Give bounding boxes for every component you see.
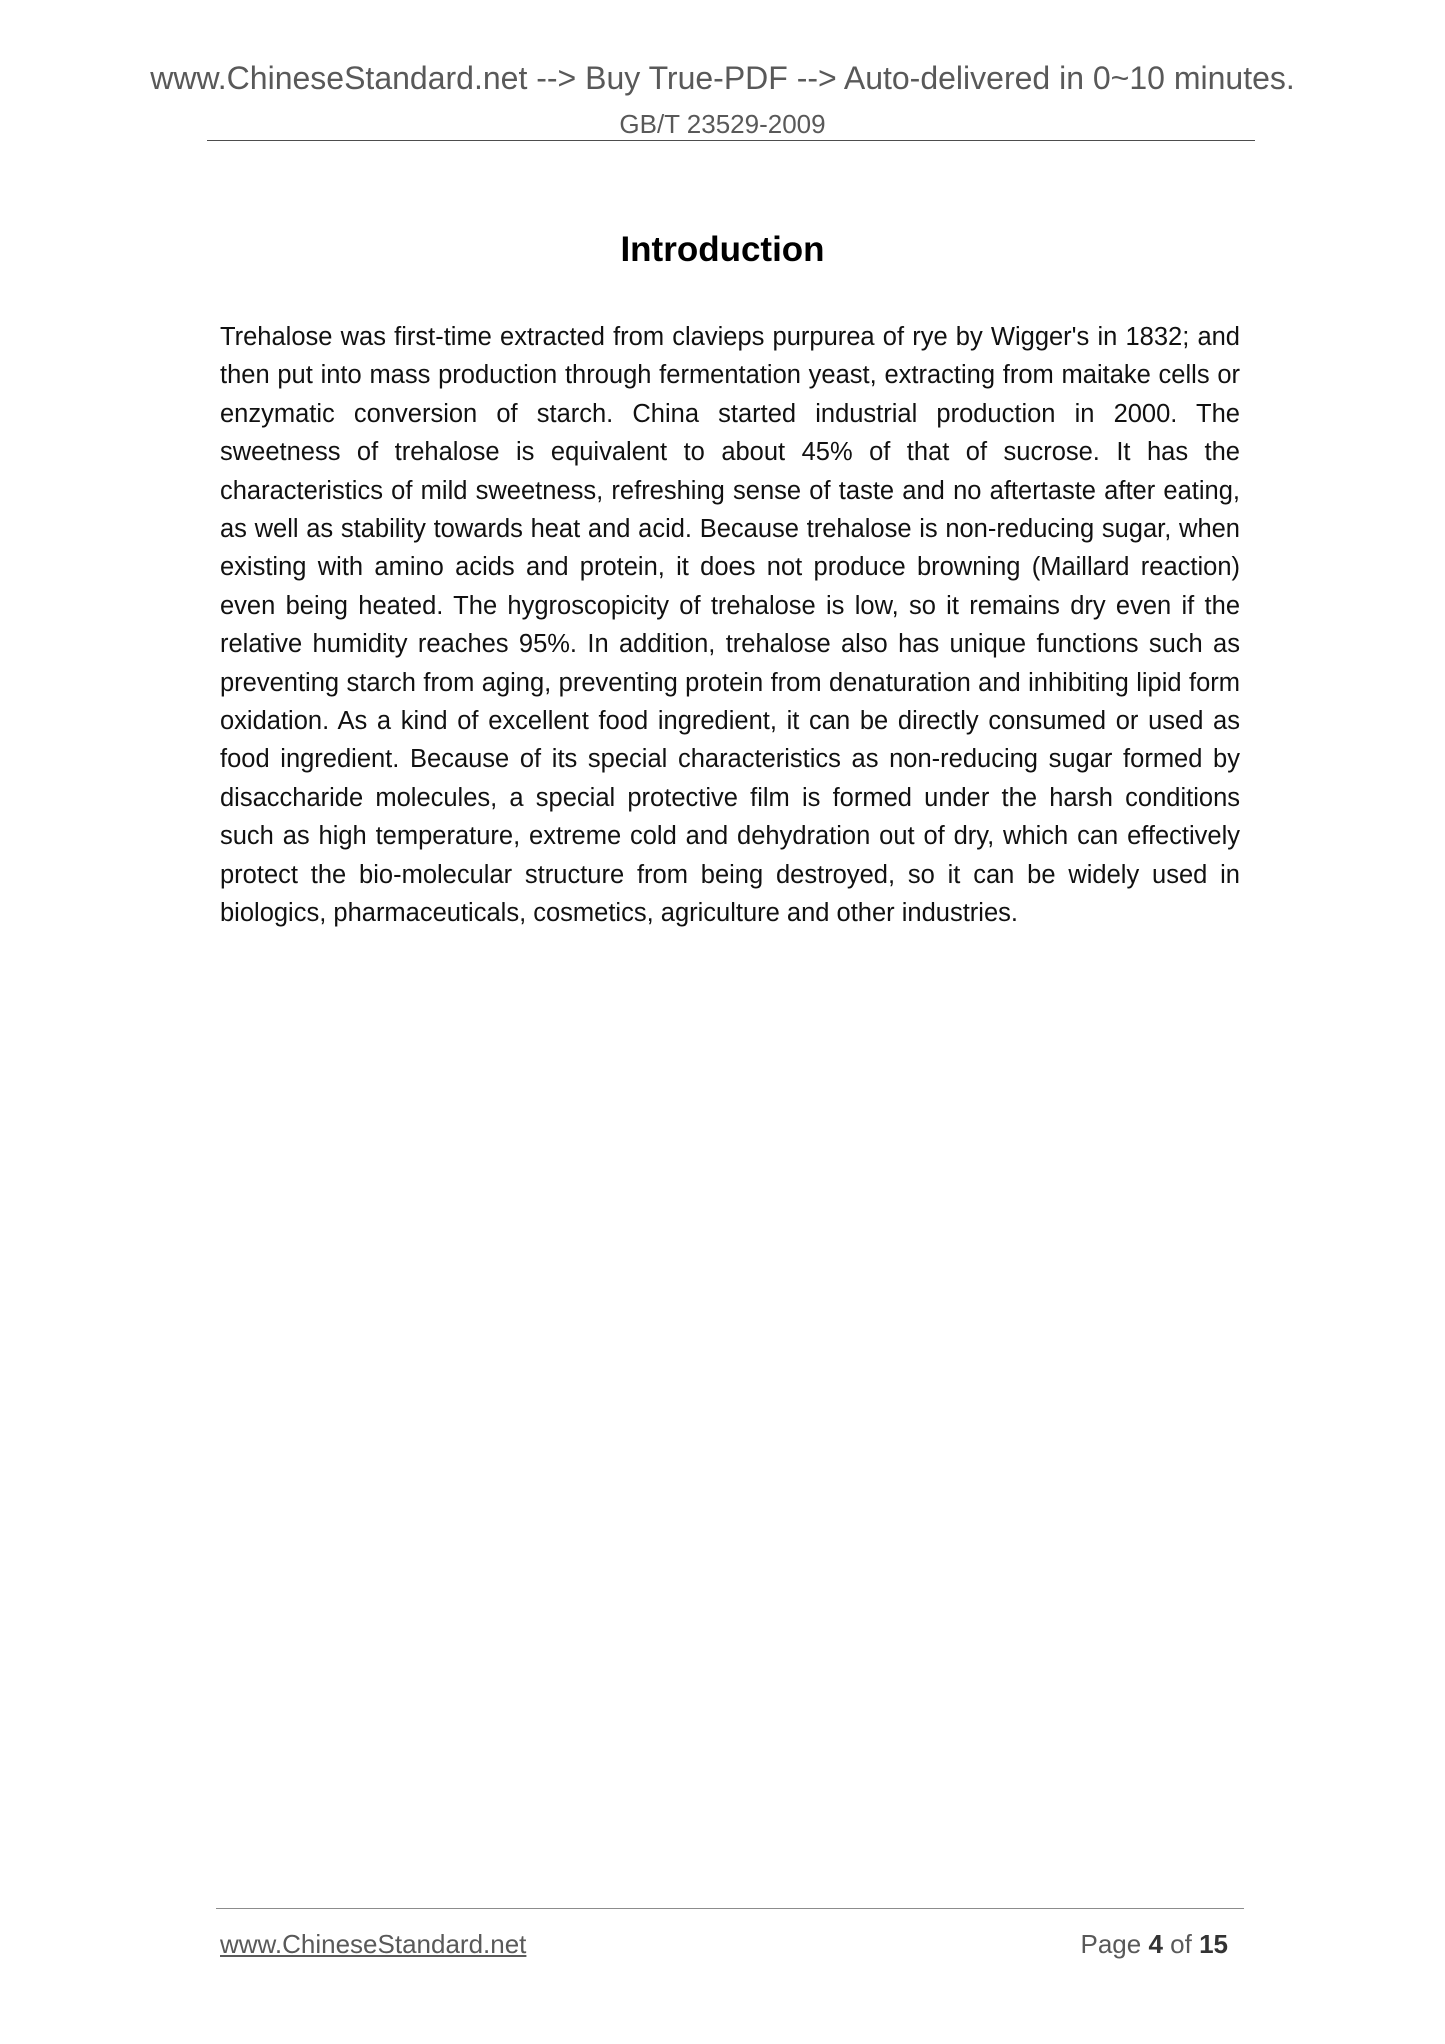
introduction-paragraph: Trehalose was first-time extracted from clavieps purpurea of rye by Wigger's in 1832; and then put into mass production through fermentation yeast, extracting from maitake cells or enzymatic conversion of starch. China started industrial production in 2000. The sweetness of trehalose is equivalent to about 45% of that of sucrose. It has the characteristics of mild sweetness, refreshing sense of taste and no aftertaste after eating, as well as stability towards heat and acid. Because trehalose is non-reducing sugar, when existing with amino acids and protein, it does not produce browning (Maillard reaction) even being heated. The hygroscopicity of trehalose is low, so it remains dry even if the relative humidity reaches 95%. In addition, trehalose also has unique functions such as preventing starch from aging, preventing protein from denaturation and inhibiting lipid form oxidation. As a kind of excellent food ingredient, it can be directly consumed or used as food ingredient. Because of its special characteristics as non-reducing sugar formed by disaccharide molecules, a special protective film is formed under the harsh conditions such as high temperature, extreme cold and dehydration out of dry, which can effectively protect the bio-molecular structure from being destroyed, so it can be widely used in biologics, pharmaceuticals, cosmetics, agriculture and other industries. <box>220 323 1240 928</box>
page-prefix: Page <box>1080 1929 1142 1959</box>
footer-divider <box>216 1908 1244 1909</box>
standard-number: GB/T 23529-2009 <box>619 109 826 139</box>
page-of-label: of <box>1170 1929 1192 1959</box>
page-title: Introduction <box>620 230 825 269</box>
page-indicator <box>1080 1928 1228 1960</box>
footer-website-link[interactable]: www.ChineseStandard.net <box>220 1929 527 1959</box>
header-divider <box>207 140 1255 141</box>
total-page-count: 15 <box>1199 1929 1228 1959</box>
header-banner: www.ChineseStandard.net --> Buy True-PDF --> Auto-delivered in 0~10 minutes. <box>150 60 1295 96</box>
current-page-number: 4 <box>1148 1929 1163 1959</box>
